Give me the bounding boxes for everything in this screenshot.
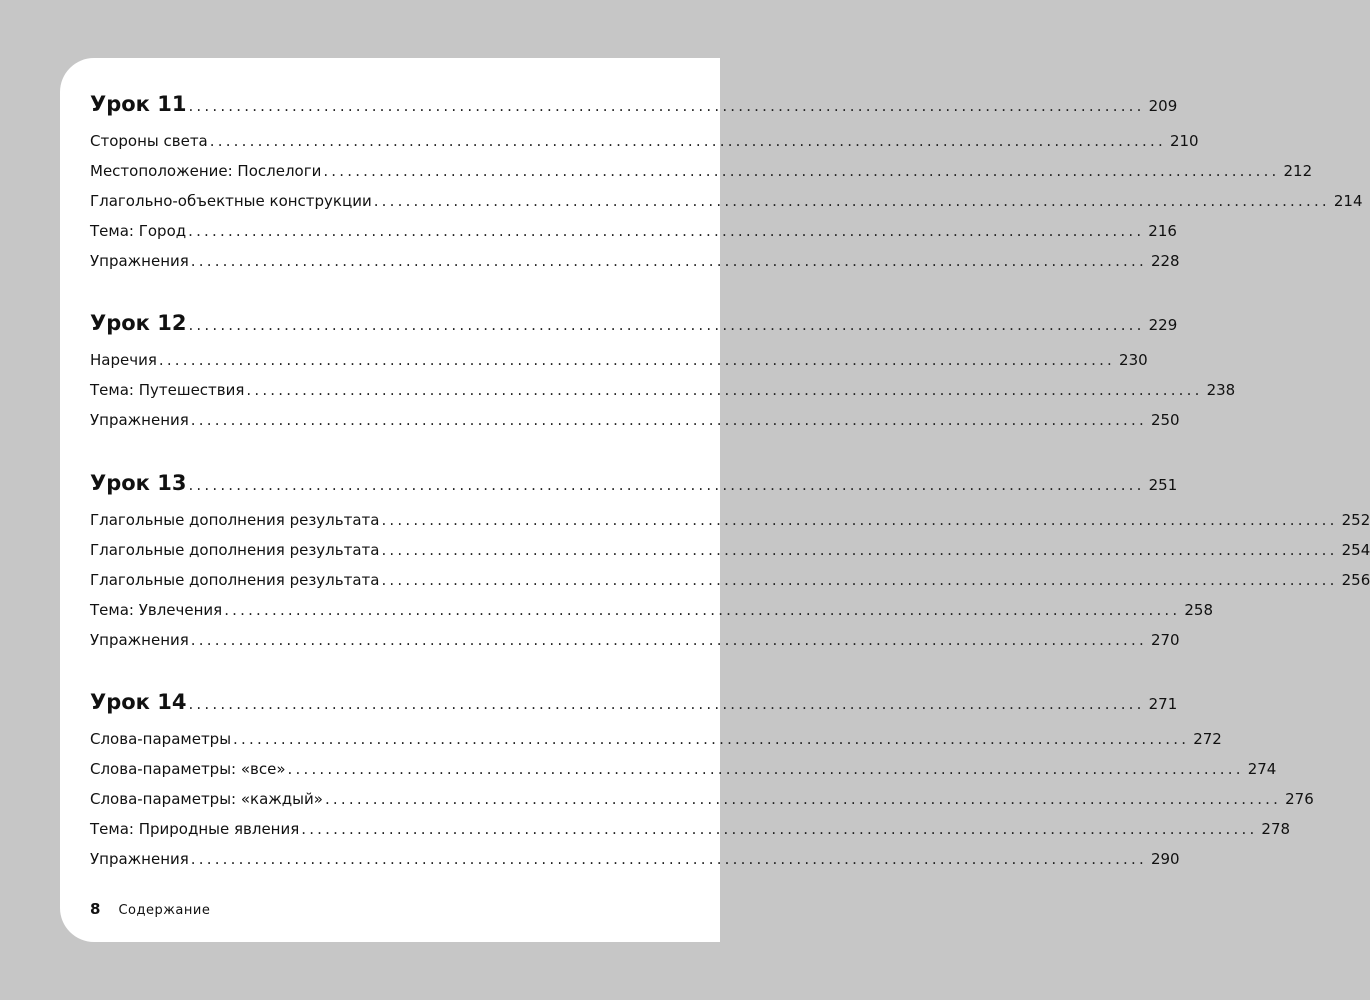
toc-entry[interactable] xyxy=(90,191,1363,222)
toc-entry[interactable] xyxy=(90,251,1180,282)
page-footer xyxy=(90,900,210,918)
toc-entry[interactable] xyxy=(90,161,1313,192)
toc-section-lesson-14 xyxy=(90,690,1314,879)
dot-leader: ........................................................................................................................ xyxy=(287,759,1244,778)
dot-leader: ........................................................................................................................ xyxy=(301,819,1258,838)
page-number: 271 xyxy=(1148,695,1178,713)
entry-title: Тема: Природные явления xyxy=(90,819,300,838)
toc-entry[interactable] xyxy=(90,759,1277,790)
toc-entry[interactable] xyxy=(90,132,1199,162)
lesson-title: Урок 14 xyxy=(90,690,187,714)
page-number: 209 xyxy=(1148,97,1178,115)
page-number: 212 xyxy=(1283,161,1313,180)
dot-leader: ........................................................................................................................ xyxy=(188,97,1145,115)
dot-leader: ........................................................................................................................ xyxy=(233,730,1190,748)
dot-leader: ........................................................................................................................ xyxy=(188,695,1145,713)
dot-leader: ........................................................................................................................ xyxy=(190,410,1147,429)
toc-entry[interactable] xyxy=(90,380,1236,411)
page-number: 254 xyxy=(1341,540,1370,559)
page-number: 272 xyxy=(1193,730,1222,748)
toc-entry[interactable] xyxy=(90,600,1213,631)
dot-leader: ........................................................................................................................ xyxy=(190,849,1147,868)
dot-leader: ........................................................................................................................ xyxy=(246,380,1203,399)
page-number: 274 xyxy=(1247,759,1277,778)
toc-entry[interactable] xyxy=(90,410,1180,441)
dot-leader: ........................................................................................................................ xyxy=(188,316,1145,334)
dot-leader: ........................................................................................................................ xyxy=(158,351,1116,369)
entry-title: Тема: Путешествия xyxy=(90,380,245,399)
toc-entry[interactable] xyxy=(90,540,1370,571)
page-number: 251 xyxy=(1148,476,1178,494)
page-number: 270 xyxy=(1150,630,1180,649)
page-number: 256 xyxy=(1341,570,1370,589)
toc-entry[interactable] xyxy=(90,511,1370,541)
dot-leader: ........................................................................................................................ xyxy=(224,600,1181,619)
entry-title: Глагольные дополнения результата xyxy=(90,570,380,589)
lesson-title: Урок 12 xyxy=(90,311,187,335)
page-number: 250 xyxy=(1150,410,1180,429)
dot-leader: ........................................................................................................................ xyxy=(323,161,1280,180)
toc-entry[interactable] xyxy=(90,789,1314,820)
toc-section-lesson-13 xyxy=(90,471,1370,660)
lesson-title: Урок 13 xyxy=(90,471,187,495)
entry-title: Тема: Увлечения xyxy=(90,600,223,619)
toc-entry[interactable] xyxy=(90,221,1177,252)
page-number: 210 xyxy=(1169,132,1199,150)
toc-entry[interactable] xyxy=(90,570,1370,601)
dot-leader: ........................................................................................................................ xyxy=(381,570,1338,589)
dot-leader: ........................................................................................................................ xyxy=(381,511,1338,529)
dot-leader: ........................................................................................................................ xyxy=(209,132,1166,150)
page-number: 216 xyxy=(1148,221,1177,240)
toc-lesson-heading[interactable] xyxy=(90,311,1178,345)
dot-leader: ........................................................................................................................ xyxy=(381,540,1338,559)
entry-title: Слова-параметры: «все» xyxy=(90,759,286,778)
entry-title: Стороны света xyxy=(90,132,208,150)
entry-title: Наречия xyxy=(90,351,157,369)
page-number: 252 xyxy=(1341,511,1370,529)
entry-title: Тема: Город xyxy=(90,221,187,240)
entry-title: Упражнения xyxy=(90,410,189,429)
page-number: 258 xyxy=(1184,600,1213,619)
page-number: 230 xyxy=(1119,351,1148,369)
footer-section-label: Содержание xyxy=(118,903,211,918)
toc-entry[interactable] xyxy=(90,630,1180,661)
entry-title: Слова-параметры xyxy=(90,730,232,748)
toc-entry[interactable] xyxy=(90,351,1148,381)
entry-title: Глагольные дополнения результата xyxy=(90,540,380,559)
dot-leader: ........................................................................................................................ xyxy=(190,251,1147,270)
entry-title: Глагольно-объектные конструкции xyxy=(90,191,372,210)
page-number: 229 xyxy=(1148,316,1178,334)
page-number: 290 xyxy=(1150,849,1180,868)
entry-title: Упражнения xyxy=(90,849,189,868)
entry-title: Слова-параметры: «каждый» xyxy=(90,789,323,808)
entry-title: Упражнения xyxy=(90,630,189,649)
dot-leader: ........................................................................................................................ xyxy=(188,221,1145,240)
toc-lesson-heading[interactable] xyxy=(90,92,1178,126)
toc-entry[interactable] xyxy=(90,730,1222,760)
dot-leader: ........................................................................................................................ xyxy=(373,191,1330,210)
toc-entry[interactable] xyxy=(90,819,1291,850)
entry-title: Глагольные дополнения результата xyxy=(90,511,380,529)
page-number: 276 xyxy=(1285,789,1314,808)
page-number: 214 xyxy=(1333,191,1363,210)
toc-entry[interactable] xyxy=(90,849,1180,880)
page-number: 278 xyxy=(1261,819,1291,838)
lesson-title: Урок 11 xyxy=(90,92,187,116)
toc-section-lesson-11 xyxy=(90,92,1363,281)
entry-title: Местоположение: Послелоги xyxy=(90,161,322,180)
toc-lesson-heading[interactable] xyxy=(90,690,1178,724)
document-page xyxy=(60,58,1370,942)
page-number: 228 xyxy=(1150,251,1180,270)
footer-page-number: 8 xyxy=(90,900,101,918)
dot-leader: ........................................................................................................................ xyxy=(188,476,1145,494)
dot-leader: ........................................................................................................................ xyxy=(324,789,1282,808)
dot-leader: ........................................................................................................................ xyxy=(190,630,1147,649)
toc-lesson-heading[interactable] xyxy=(90,471,1178,505)
entry-title: Упражнения xyxy=(90,251,189,270)
toc-section-lesson-12 xyxy=(90,311,1236,441)
page-number: 238 xyxy=(1206,380,1236,399)
